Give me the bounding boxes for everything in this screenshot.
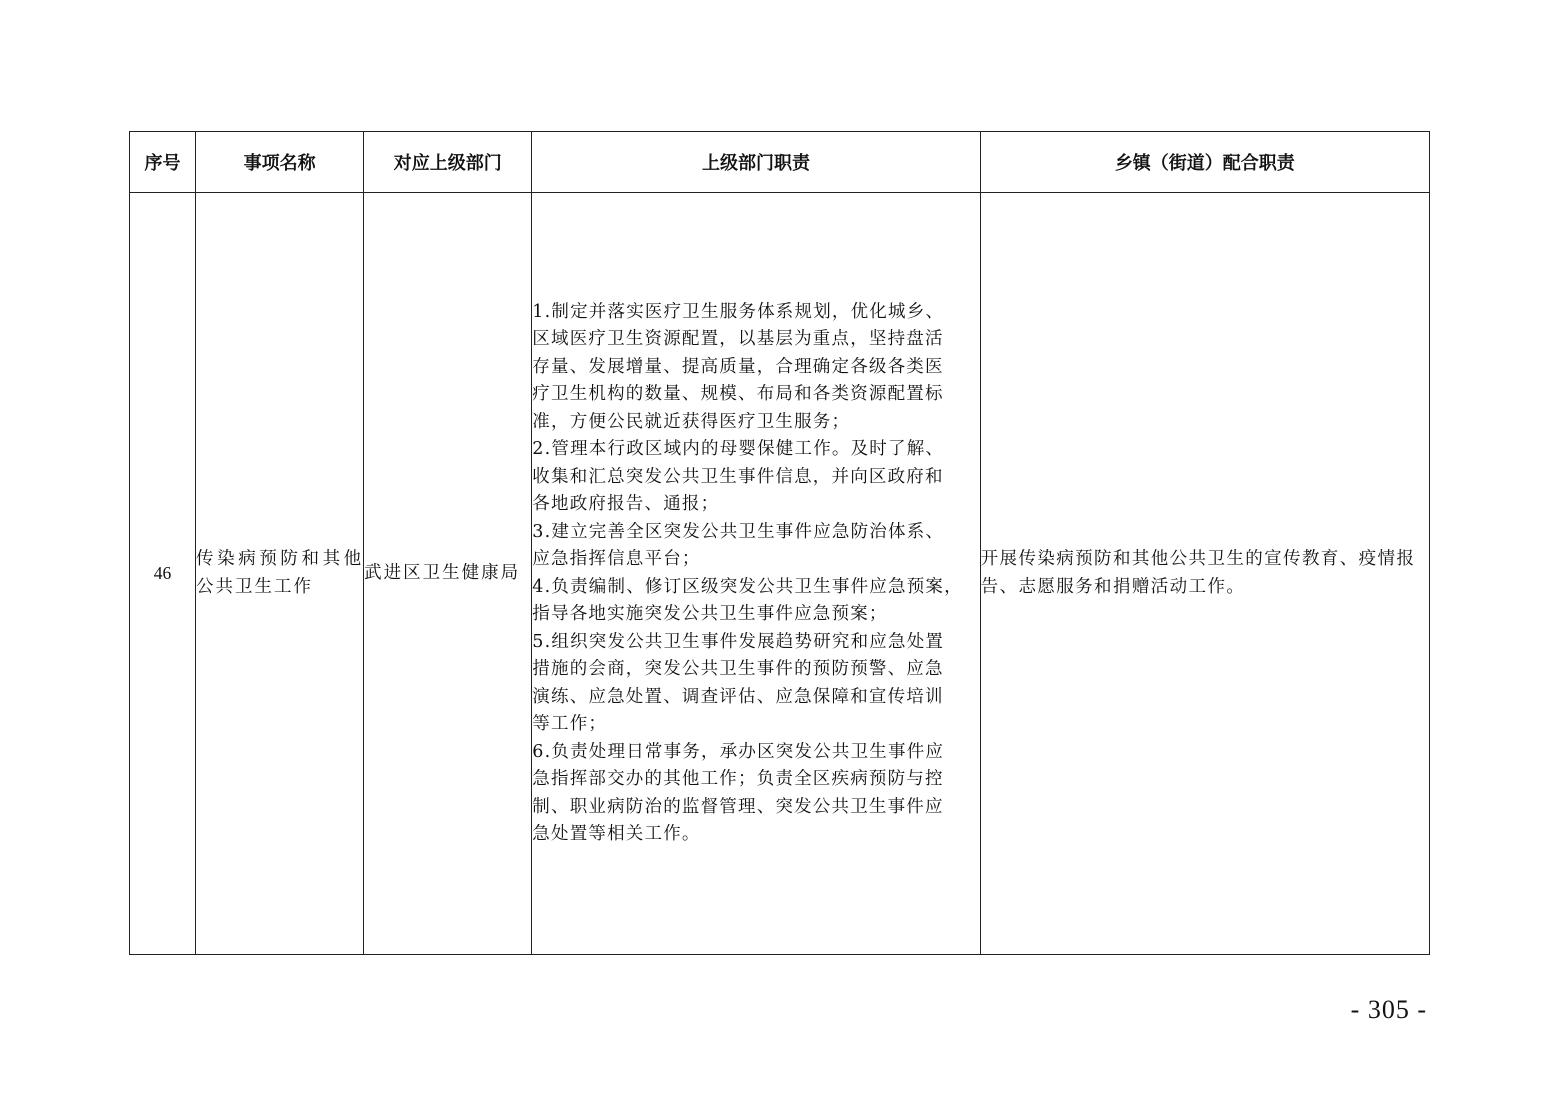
duty-line: 准，方便公民就近获得医疗卫生服务； — [532, 411, 851, 432]
duty-line: 3.建立完善全区突发公共卫生事件应急防治体系、 — [532, 521, 945, 542]
duty-line: 制、职业病防治的监督管理、突发公共卫生事件应 — [532, 796, 944, 817]
row-seq: 46 — [130, 193, 196, 955]
duty-line: 疗卫生机构的数量、规模、布局和各类资源配置标 — [532, 384, 944, 404]
row-item-name: 传染病预防和其他公共卫生工作 — [196, 193, 364, 955]
duty-line: 各地政府报告、通报； — [532, 494, 720, 514]
duty-line: 1.制定并落实医疗卫生服务体系规划，优化城乡、 — [532, 301, 945, 322]
duty-line: 存量、发展增量、提高质量，合理确定各级各类医 — [532, 356, 944, 377]
duty-line: 2.管理本行政区域内的母婴保健工作。及时了解、 — [532, 439, 945, 459]
duty-line: 6.负责处理日常事务，承办区突发公共卫生事件应 — [532, 741, 945, 762]
duty-line: 5.组织突发公共卫生事件发展趋势研究和应急处置 — [532, 631, 945, 652]
row-town-duty: 开展传染病预防和其他公共卫生的宣传教育、疫情报告、志愿服务和捐赠活动工作。 — [980, 193, 1429, 955]
table-row — [130, 193, 1430, 955]
duty-line: 措施的会商，突发公共卫生事件的预防预警、应急 — [532, 659, 944, 679]
duty-line: 急指挥部交办的其他工作；负责全区疾病预防与控 — [532, 769, 944, 789]
duty-line: 指导各地实施突发公共卫生事件应急预案； — [532, 604, 888, 624]
header-dept: 对应上级部门 — [364, 132, 532, 193]
duty-table — [129, 131, 1430, 955]
page-number: - 305 - — [1350, 995, 1427, 1024]
duty-line: 4.负责编制、修订区级突发公共卫生事件应急预案， — [532, 576, 963, 597]
row-dept: 武进区卫生健康局 — [364, 193, 532, 955]
duty-line: 急处置等相关工作。 — [532, 824, 701, 844]
duty-line: 收集和汇总突发公共卫生事件信息，并向区政府和 — [532, 466, 944, 487]
duty-line: 等工作； — [532, 714, 608, 734]
header-seq: 序号 — [130, 132, 196, 193]
duty-line: 演练、应急处置、调查评估、应急保障和宣传培训 — [532, 686, 944, 707]
duty-line: 应急指挥信息平台； — [532, 549, 701, 569]
header-dept-duty: 上级部门职责 — [532, 132, 980, 193]
row-dept-duty — [532, 193, 980, 955]
table-header-row — [130, 132, 1430, 193]
duty-line: 区域医疗卫生资源配置，以基层为重点，坚持盘活 — [532, 329, 944, 349]
header-item-name: 事项名称 — [196, 132, 364, 193]
header-town-duty: 乡镇（街道）配合职责 — [980, 132, 1429, 193]
